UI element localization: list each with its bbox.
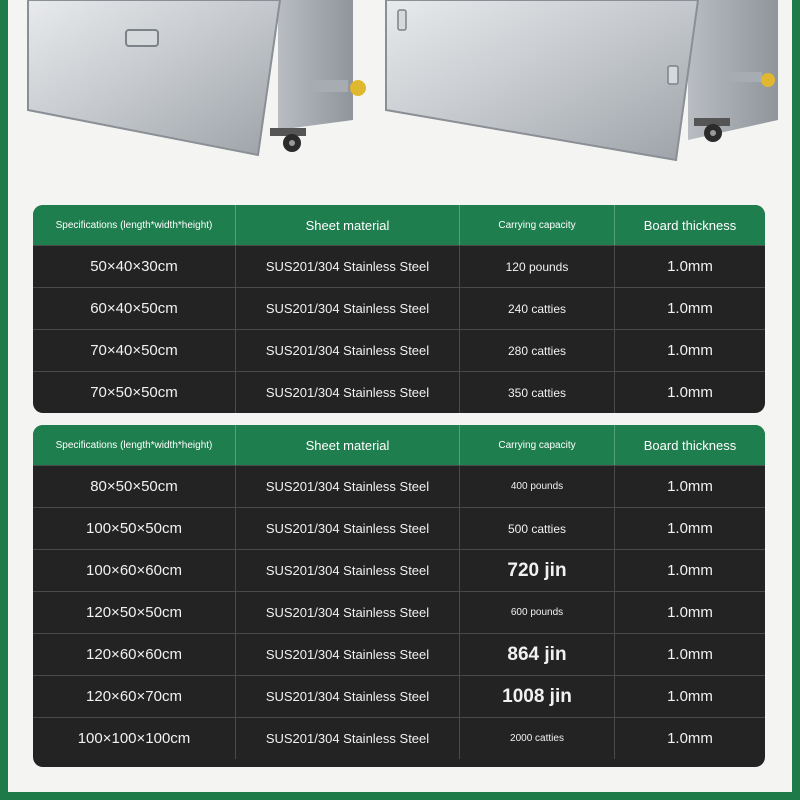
material-cell: SUS201/304 Stainless Steel xyxy=(236,676,460,717)
thickness-cell: 1.0mm xyxy=(667,604,713,621)
spec-page xyxy=(8,0,792,792)
table-header xyxy=(33,205,765,245)
thickness-cell: 1.0mm xyxy=(667,688,713,705)
thickness-cell: 1.0mm xyxy=(667,646,713,663)
capacity-cell: 400 pounds xyxy=(460,466,615,507)
table-row xyxy=(33,591,765,633)
thickness-cell: 1.0mm xyxy=(667,730,713,747)
spec-cell: 120×60×60cm xyxy=(33,634,236,675)
thickness-cell: 1.0mm xyxy=(667,258,713,275)
header-material: Sheet material xyxy=(236,425,460,465)
capacity-cell: 240 catties xyxy=(460,288,615,329)
capacity-cell: 2000 catties xyxy=(460,718,615,759)
material-cell: SUS201/304 Stainless Steel xyxy=(236,246,460,287)
header-thickness: Board thickness xyxy=(643,437,737,453)
header-thickness: Board thickness xyxy=(643,217,737,233)
table-row xyxy=(33,287,765,329)
header-spec: Specifications (length*width*height) xyxy=(33,425,236,465)
header-capacity: Carrying capacity xyxy=(460,205,615,245)
material-cell: SUS201/304 Stainless Steel xyxy=(236,330,460,371)
material-cell: SUS201/304 Stainless Steel xyxy=(236,592,460,633)
spec-cell: 80×50×50cm xyxy=(33,466,236,507)
thickness-cell: 1.0mm xyxy=(667,384,713,401)
thickness-cell: 1.0mm xyxy=(667,520,713,537)
capacity-cell: 350 catties xyxy=(460,372,615,413)
table-row xyxy=(33,507,765,549)
material-cell: SUS201/304 Stainless Steel xyxy=(236,466,460,507)
header-capacity: Carrying capacity xyxy=(460,425,615,465)
table-row xyxy=(33,329,765,371)
spec-table-2 xyxy=(33,425,765,767)
capacity-cell: 864 jin xyxy=(460,634,615,675)
table-row xyxy=(33,245,765,287)
capacity-cell: 1008 jin xyxy=(460,676,615,717)
thickness-cell: 1.0mm xyxy=(667,300,713,317)
product-photo xyxy=(8,0,792,190)
material-cell: SUS201/304 Stainless Steel xyxy=(236,634,460,675)
material-cell: SUS201/304 Stainless Steel xyxy=(236,288,460,329)
spec-cell: 50×40×30cm xyxy=(33,246,236,287)
spec-cell: 70×50×50cm xyxy=(33,372,236,413)
spec-cell: 120×50×50cm xyxy=(33,592,236,633)
material-cell: SUS201/304 Stainless Steel xyxy=(236,508,460,549)
thickness-cell: 1.0mm xyxy=(667,562,713,579)
capacity-cell: 600 pounds xyxy=(460,592,615,633)
table-row xyxy=(33,717,765,759)
spec-cell: 100×100×100cm xyxy=(33,718,236,759)
table-header xyxy=(33,425,765,465)
material-cell: SUS201/304 Stainless Steel xyxy=(236,550,460,591)
spec-cell: 100×60×60cm xyxy=(33,550,236,591)
table-row xyxy=(33,549,765,591)
spec-cell: 60×40×50cm xyxy=(33,288,236,329)
capacity-cell: 120 pounds xyxy=(460,246,615,287)
material-cell: SUS201/304 Stainless Steel xyxy=(236,372,460,413)
material-cell: SUS201/304 Stainless Steel xyxy=(236,718,460,759)
table-row xyxy=(33,633,765,675)
thickness-cell: 1.0mm xyxy=(667,478,713,495)
header-material: Sheet material xyxy=(236,205,460,245)
spec-cell: 100×50×50cm xyxy=(33,508,236,549)
spec-table-1 xyxy=(33,205,765,413)
capacity-cell: 500 catties xyxy=(460,508,615,549)
capacity-cell: 280 catties xyxy=(460,330,615,371)
thickness-cell: 1.0mm xyxy=(667,342,713,359)
table-row xyxy=(33,675,765,717)
spec-cell: 70×40×50cm xyxy=(33,330,236,371)
header-spec: Specifications (length*width*height) xyxy=(33,205,236,245)
table-row xyxy=(33,465,765,507)
capacity-cell: 720 jin xyxy=(460,550,615,591)
spec-cell: 120×60×70cm xyxy=(33,676,236,717)
table-row xyxy=(33,371,765,413)
